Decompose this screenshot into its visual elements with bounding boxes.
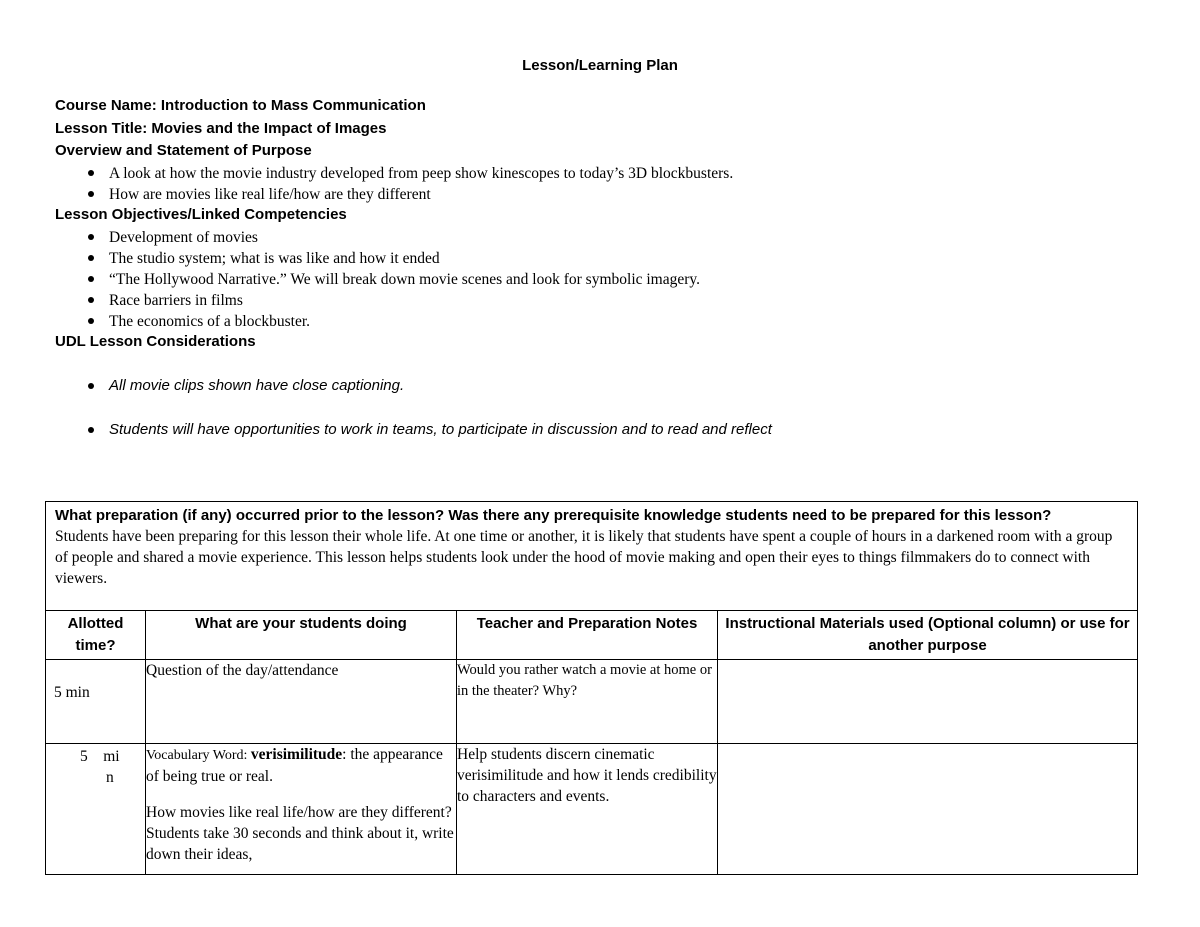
lesson-title: Lesson Title: Movies and the Impact of Images xyxy=(55,120,387,137)
vocab-prefix: Vocabulary Word: xyxy=(146,748,251,763)
time-cell xyxy=(46,744,146,875)
table-row xyxy=(46,660,1138,744)
list-item: The studio system; what is was like and how it ended xyxy=(88,248,700,269)
list-item: “The Hollywood Narrative.” We will break down movie scenes and look for symbolic imagery. xyxy=(88,269,700,290)
vocab-rest: : the appearance of being true or real. xyxy=(146,746,443,785)
objectives-list xyxy=(88,227,700,332)
document-title: Lesson/Learning Plan xyxy=(522,57,678,74)
course-name: Course Name: Introduction to Mass Communication xyxy=(55,97,426,114)
list-item: The economics of a blockbuster. xyxy=(88,311,700,332)
time-cell: 5 min xyxy=(46,660,146,744)
objectives-heading: Lesson Objectives/Linked Competencies xyxy=(55,206,347,223)
overview-list xyxy=(88,163,733,205)
header-materials: Instructional Materials used (Optional column) or use for another purpose xyxy=(718,611,1138,660)
list-item: How are movies like real life/how are they different xyxy=(88,184,733,205)
header-row xyxy=(46,611,1138,660)
time-line: 5 mi xyxy=(80,748,120,765)
list-item: Development of movies xyxy=(88,227,700,248)
lesson-table xyxy=(45,501,1138,875)
teacher-cell: Would you rather watch a movie at home or in the theater? Why? xyxy=(457,660,718,744)
prep-cell xyxy=(46,502,1138,611)
students-activity: How movies like real life/how are they different? Students take 30 seconds and think about it, write down their ideas, xyxy=(146,804,454,863)
list-item: Students will have opportunities to work in teams, to participate in discussion and to read and reflect xyxy=(88,419,772,463)
udl-heading: UDL Lesson Considerations xyxy=(55,333,256,350)
time-line: n xyxy=(106,769,114,786)
students-cell: Question of the day/attendance xyxy=(146,660,457,744)
header-time: Allotted time? xyxy=(46,611,146,660)
prep-question: What preparation (if any) occurred prior to the lesson? Was there any prerequisite knowledge students need to be prepared for this lesson? xyxy=(55,507,1052,524)
overview-heading: Overview and Statement of Purpose xyxy=(55,142,312,159)
materials-cell xyxy=(718,660,1138,744)
header-students: What are your students doing xyxy=(146,611,457,660)
list-item: A look at how the movie industry developed from peep show kinescopes to today’s 3D blockbusters. xyxy=(88,163,733,184)
materials-cell xyxy=(718,744,1138,875)
vocab-word: verisimilitude xyxy=(250,746,343,763)
list-item: All movie clips shown have close captioning. xyxy=(88,375,772,419)
udl-list xyxy=(88,375,772,463)
vocab-definition xyxy=(146,744,456,787)
header-teacher: Teacher and Preparation Notes xyxy=(457,611,718,660)
students-cell xyxy=(146,744,457,875)
prep-answer: Students have been preparing for this lesson their whole life. At one time or another, it is likely that students have spent a couple of hours in a darkened room with a group of people and shared a movie experience. This lesson helps students look under the hood of movie making and open their eyes to things filmmakers do to connect with viewers. xyxy=(55,528,1113,587)
list-item: Race barriers in films xyxy=(88,290,700,311)
prep-row xyxy=(46,502,1138,611)
table-row xyxy=(46,744,1138,875)
teacher-cell: Help students discern cinematic verisimilitude and how it lends credibility to characters and events. xyxy=(457,744,718,875)
